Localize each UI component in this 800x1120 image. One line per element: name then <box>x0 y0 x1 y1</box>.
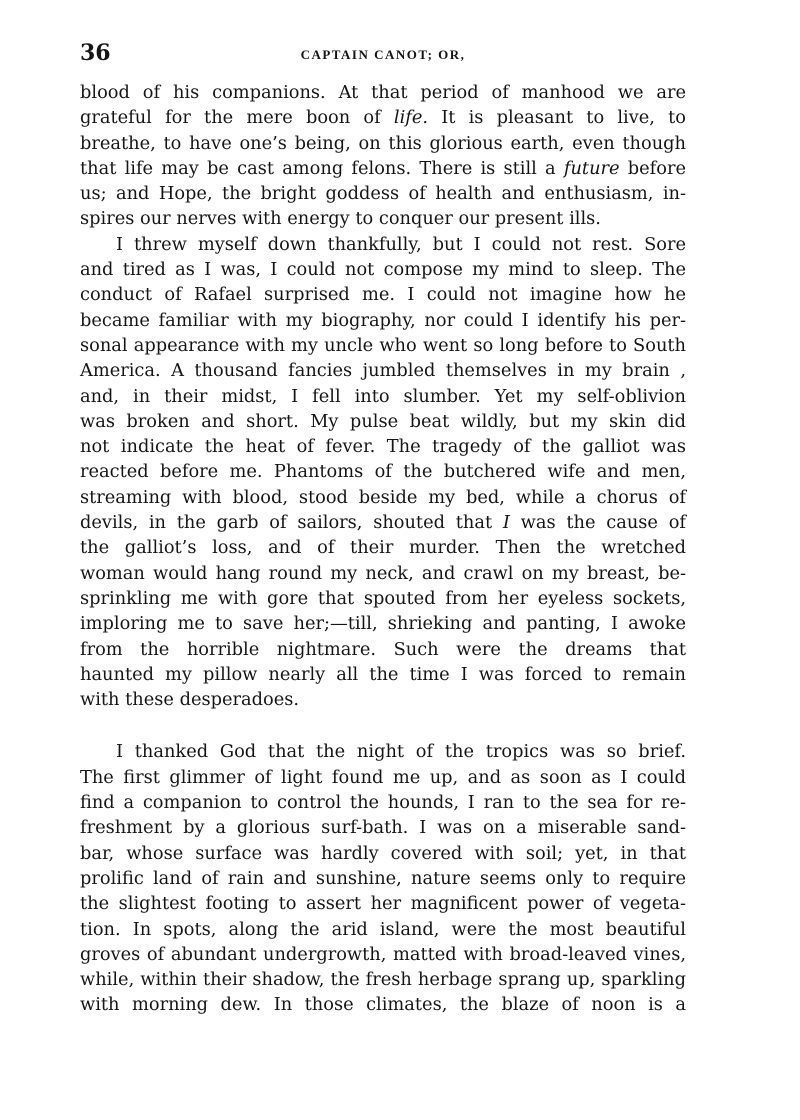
line-text: woman would hang round my neck, and crawl on my breast, be- <box>80 562 686 584</box>
text-line <box>80 586 686 611</box>
line-text: find a companion to control the hounds, I ran to the sea for re- <box>80 792 686 814</box>
line-text: sprinkling me with gore that spouted from her eyeless sockets, <box>80 587 686 609</box>
line-text: breathe, to have one’s being, on this glorious earth, even though <box>80 132 686 154</box>
line-text: and, in their midst, I fell into slumber. Yet my self-oblivion <box>80 385 686 407</box>
text-line <box>80 181 686 206</box>
page-number: 36 <box>80 40 111 66</box>
text-line <box>80 687 686 712</box>
line-text: us; and Hope, the bright goddess of health and enthusiasm, in- <box>80 183 686 205</box>
text-line <box>80 459 686 484</box>
text-line <box>80 739 686 764</box>
line-text: reacted before me. Phantoms of the butchered wife and men, <box>80 461 686 483</box>
text-line <box>80 257 686 282</box>
running-head: CAPTAIN CANOT; OR, <box>300 47 466 62</box>
line-text-continued: before <box>619 157 686 179</box>
line-text: I threw myself down thankfully, but I could not rest. Sore <box>116 233 686 255</box>
line-text: that life may be cast among felons. There is still a <box>80 157 564 179</box>
line-text: from the horrible nightmare. Such were the dreams that <box>80 638 686 660</box>
body-text <box>80 80 686 1018</box>
text-line <box>80 841 686 866</box>
text-line <box>80 333 686 358</box>
text-line <box>80 942 686 967</box>
text-line <box>80 105 686 130</box>
line-text: America. A thousand fancies jumbled themselves in my brain , <box>80 360 686 382</box>
text-line <box>80 611 686 636</box>
italic-word: life. <box>393 107 429 129</box>
text-line <box>80 131 686 156</box>
text-line <box>80 282 686 307</box>
line-text: prolific land of rain and sunshine, nature seems only to require <box>80 867 686 889</box>
line-text: and tired as I was, I could not compose my mind to sleep. The <box>80 259 686 281</box>
line-text-continued: It is pleasant to live, to <box>428 107 686 129</box>
text-line <box>80 535 686 560</box>
paragraph-gap <box>80 712 686 739</box>
text-line <box>80 156 686 181</box>
line-text: blood of his companions. At that period of manhood we are <box>80 82 686 103</box>
line-text: with these desperadoes. <box>80 689 300 711</box>
text-line <box>80 434 686 459</box>
italic-word: I <box>502 512 510 534</box>
line-text: sonal appearance with my uncle who went so long before to South <box>80 334 686 356</box>
line-text: haunted my pillow nearly all the time I was forced to remain <box>80 663 686 685</box>
line-text: streaming with blood, stood beside my bed, while a chorus of <box>80 486 686 508</box>
text-line <box>80 485 686 510</box>
italic-word: future <box>563 157 620 179</box>
text-line <box>80 790 686 815</box>
line-text: was broken and short. My pulse beat wildly, but my skin did <box>80 410 686 432</box>
text-line <box>80 232 686 257</box>
line-text: spires our nerves with energy to conquer our present ills. <box>80 208 601 230</box>
text-line <box>80 992 686 1017</box>
text-line <box>80 206 686 231</box>
line-text: bar, whose surface was hardly covered with soil; yet, in that <box>80 842 686 864</box>
text-line <box>80 815 686 840</box>
text-line <box>80 308 686 333</box>
line-text: tion. In spots, along the arid island, were the most beautiful <box>80 918 686 940</box>
line-text: the slightest footing to assert her magnificent power of vegeta- <box>80 893 686 915</box>
line-text: while, within their shadow, the fresh herbage sprang up, sparkling <box>80 969 686 991</box>
text-line <box>80 967 686 992</box>
line-text: conduct of Rafael surprised me. I could not imagine how he <box>80 284 686 306</box>
line-text: became familiar with my biography, nor could I identify his per- <box>80 309 686 331</box>
text-line <box>80 662 686 687</box>
text-line <box>80 409 686 434</box>
text-line <box>80 384 686 409</box>
line-text: with morning dew. In those climates, the blaze of noon is a <box>80 994 686 1016</box>
line-text: The first glimmer of light found me up, and as soon as I could <box>80 766 686 788</box>
page-header <box>80 40 686 70</box>
line-text: I thanked God that the night of the tropics was so brief. <box>116 741 686 763</box>
line-text: devils, in the garb of sailors, shouted that <box>80 512 503 534</box>
text-line <box>80 917 686 942</box>
text-line <box>80 358 686 383</box>
line-text: not indicate the heat of fever. The tragedy of the galliot was <box>80 436 686 458</box>
line-text-continued: was the cause of <box>509 512 686 534</box>
text-line <box>80 866 686 891</box>
text-line <box>80 80 686 105</box>
text-line <box>80 510 686 535</box>
text-line <box>80 765 686 790</box>
line-text: imploring me to save her;—till, shrieking and panting, I awoke <box>80 613 686 635</box>
line-text: the galliot’s loss, and of their murder. Then the wretched <box>80 537 686 559</box>
line-text: freshment by a glorious surf-bath. I was on a miserable sand- <box>80 817 686 839</box>
line-text: grateful for the mere boon of <box>80 107 394 129</box>
text-line <box>80 891 686 916</box>
text-line <box>80 637 686 662</box>
line-text: groves of abundant undergrowth, matted with broad-leaved vines, <box>80 943 686 965</box>
text-line <box>80 561 686 586</box>
